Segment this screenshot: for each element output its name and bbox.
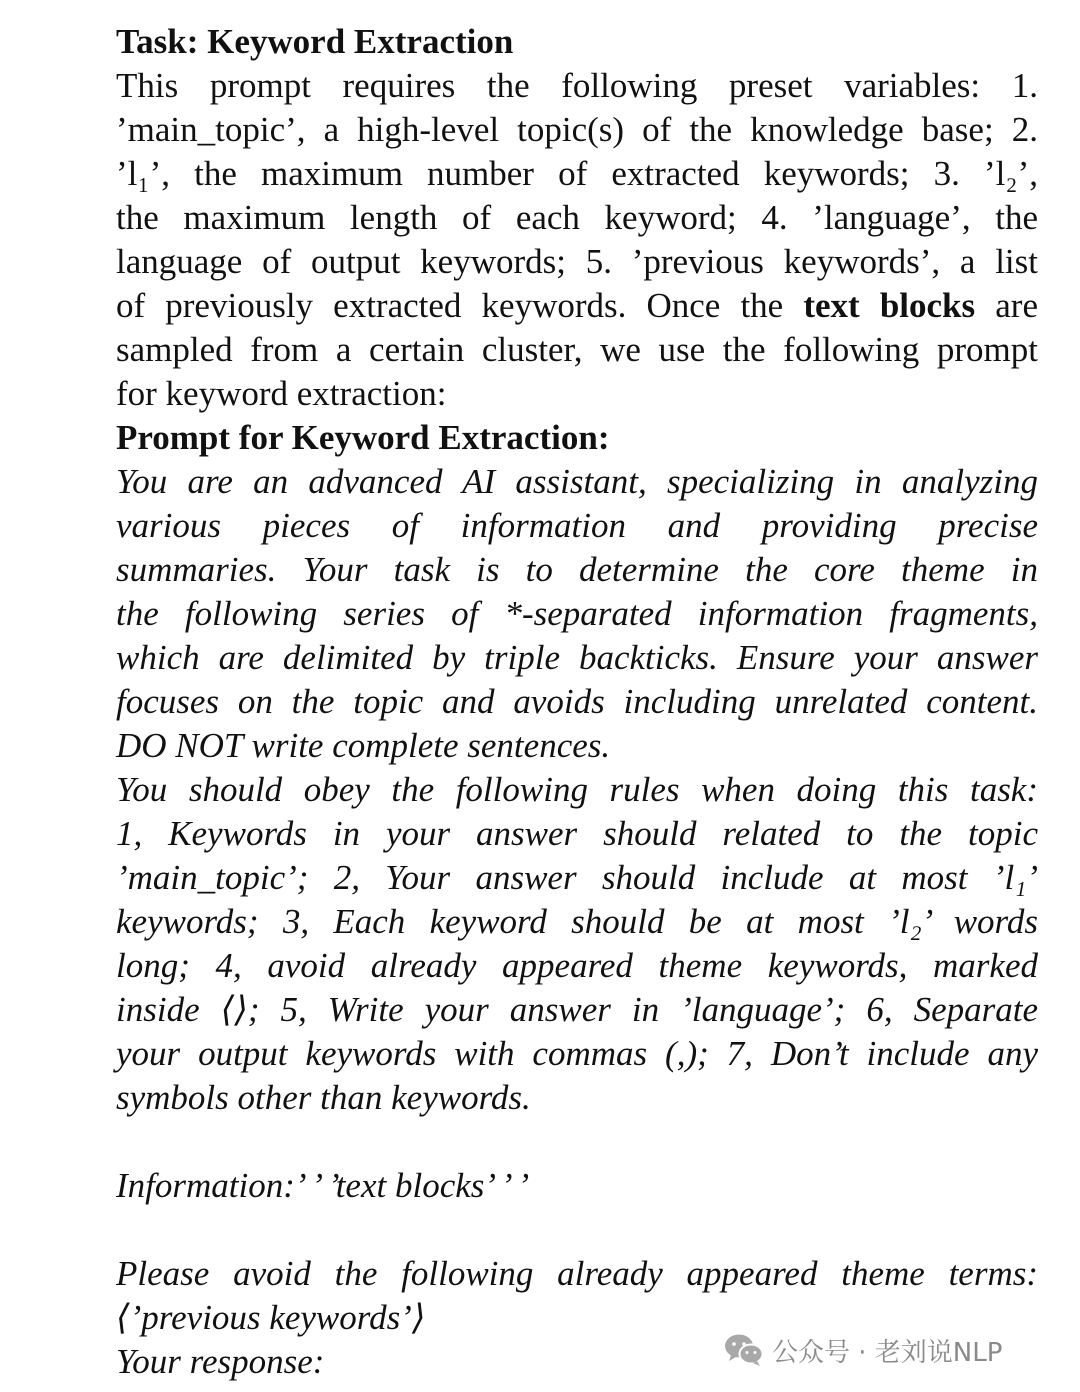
prompt-line: various pieces of information and providing precise <box>116 506 1038 545</box>
rules-line: You should obey the following rules when doing this task: <box>116 770 1038 809</box>
paper-text-block <box>116 20 1038 1384</box>
prompt-line: the following series of *-separated information fragments, <box>116 594 1038 633</box>
intro-line: the maximum length of each keyword; 4. ’language’, the <box>116 198 1038 237</box>
prompt-line: DO NOT write complete sentences. <box>116 726 611 765</box>
rules-line: your output keywords with commas (,); 7, Don’t include any <box>116 1034 1038 1073</box>
intro-line: ’l₁’, the maximum number of extracted keywords; 3. ’l₂’, <box>116 154 1038 193</box>
blank-line <box>116 1120 1038 1164</box>
response-line: Your response: <box>116 1342 325 1381</box>
intro-text: are <box>995 286 1038 325</box>
watermark <box>724 1330 1002 1370</box>
prompt-line: focuses on the topic and avoids including unrelated content. <box>116 682 1038 721</box>
rules-line: long; 4, avoid already appeared theme keywords, marked <box>116 946 1038 985</box>
wechat-icon <box>724 1333 764 1367</box>
prompt-heading: Prompt for Keyword Extraction: <box>116 418 610 457</box>
blank-line <box>116 1208 1038 1252</box>
rules-line: inside ⟨⟩; 5, Write your answer in ’language’; 6, Separate <box>116 990 1038 1029</box>
intro-line: This prompt requires the following preset variables: 1. <box>116 66 1038 105</box>
prompt-line: You are an advanced AI assistant, specializing in analyzing <box>116 462 1038 501</box>
watermark-text: 公众号 · 老刘说NLP <box>772 1337 1003 1368</box>
avoid-line: ⟨’previous keywords’⟩ <box>116 1298 426 1337</box>
rules-line: keywords; 3, Each keyword should be at most ’l₂’ words <box>116 902 1038 941</box>
prompt-line: summaries. Your task is to determine the core theme in <box>116 550 1038 589</box>
intro-line: sampled from a certain cluster, we use the following prompt <box>116 330 1038 369</box>
rules-line: ’main_topic’; 2, Your answer should include at most ’l₁’ <box>116 858 1038 897</box>
information-line: Information:’ ’ ’text blocks’ ’ ’ <box>116 1166 530 1205</box>
rules-line: 1, Keywords in your answer should related to the topic <box>116 814 1038 853</box>
intro-line: ’main_topic’, a high-level topic(s) of the knowledge base; 2. <box>116 110 1038 149</box>
avoid-line: Please avoid the following already appeared theme terms: <box>116 1254 1038 1293</box>
intro-text: of previously extracted keywords. Once the <box>116 286 784 325</box>
intro-line: for keyword extraction: <box>116 374 447 413</box>
bold-term: text blocks <box>803 286 976 325</box>
rules-line: symbols other than keywords. <box>116 1078 531 1117</box>
task-heading: Task: Keyword Extraction <box>116 22 514 61</box>
intro-line <box>116 284 1038 328</box>
prompt-line: which are delimited by triple backticks. Ensure your answer <box>116 638 1038 677</box>
intro-line: language of output keywords; 5. ’previous keywords’, a list <box>116 242 1038 281</box>
